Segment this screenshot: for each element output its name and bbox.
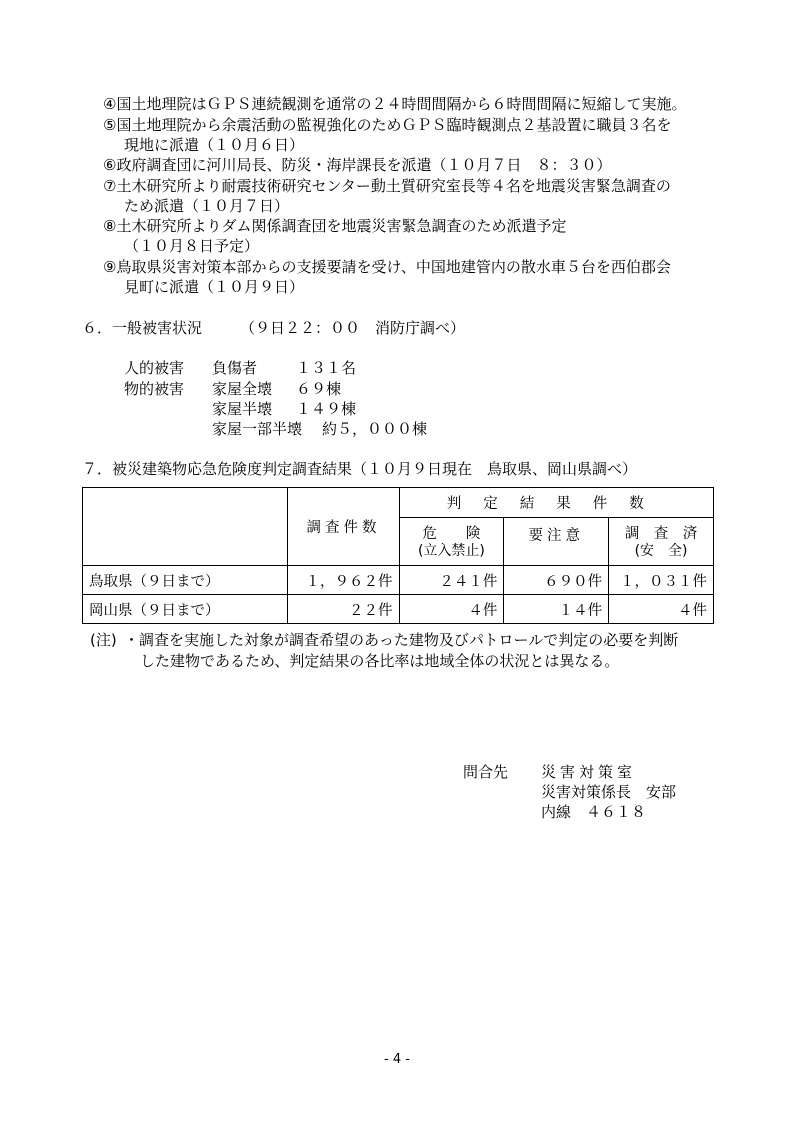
human-damage-label: 人的被害 xyxy=(124,359,185,377)
contact-person: 災害対策係長 安部 xyxy=(541,783,677,801)
property-item: 家屋一部半壊 xyxy=(212,420,303,438)
region-cell: 鳥取県（９日まで） xyxy=(83,566,288,595)
measure-7-cont: ため派遣（１０月７日） xyxy=(124,197,290,215)
measure-8-cont: （１０月８日予定） xyxy=(124,237,260,255)
count-cell: １，９６２件 xyxy=(288,566,399,595)
measure-4: ④国土地理院はＧＰＳ連続観測を通常の２４時間間隔から６時間間隔に短縮して実施。 xyxy=(103,95,687,113)
subheader-done-note: (安 全) xyxy=(634,542,688,559)
table-row xyxy=(83,566,714,595)
caution-cell: ６９０件 xyxy=(504,566,609,595)
subheader-danger xyxy=(399,518,504,566)
measure-9-cont: 見町に派遣（１０月９日） xyxy=(124,278,305,296)
property-item: 家屋全壊 xyxy=(212,380,273,398)
section-7-heading: ７．被災建築物応急危険度判定調査結果（１０月９日現在 鳥取県、岡山県調べ） xyxy=(82,460,638,478)
subheader-done-label: 調 査 済 xyxy=(624,525,698,542)
table-corner-cell xyxy=(83,488,288,566)
property-value: ６９棟 xyxy=(296,380,342,398)
property-value: 約５，０００棟 xyxy=(322,420,428,438)
measure-6: ⑥政府調査団に河川局長、防災・海岸課長を派遣（１０月７日 ８：３０） xyxy=(103,156,612,174)
human-damage-item: 負傷者 xyxy=(212,359,258,377)
count-cell: ２２件 xyxy=(288,595,399,624)
measure-9: ⑨鳥取県災害対策本部からの支援要請を受け、中国地建管内の散水車５台を西伯郡会 xyxy=(103,258,671,276)
region-cell: 岡山県（９日まで） xyxy=(83,595,288,624)
measure-7: ⑦土木研究所より耐震技術研究センター動土質研究室長等４名を地震災害緊急調査の xyxy=(103,177,671,195)
section-6-heading: ６．一般被害状況 xyxy=(82,319,203,337)
contact-label: 問合先 xyxy=(463,763,509,781)
note-line-1: ・調査を実施した対象が調査希望のあった建物及びパトロールで判定の必要を判断 xyxy=(124,631,679,649)
subheader-danger-label: 危 険 xyxy=(422,525,481,542)
measure-5-cont: 現地に派遣（１０月６日） xyxy=(124,136,305,154)
done-cell: １，０３１件 xyxy=(609,566,714,595)
note-mark: (注) xyxy=(90,631,117,649)
subheader-done xyxy=(609,518,714,566)
danger-cell: ２４１件 xyxy=(399,566,504,595)
survey-results-table xyxy=(82,487,714,624)
page-number: - 4 - xyxy=(384,1052,410,1067)
measure-8: ⑧土木研究所よりダム関係調査団を地震災害緊急調査のため派遣予定 xyxy=(103,217,567,235)
header-result-count: 判定結果件数 xyxy=(399,488,713,518)
table-row xyxy=(83,595,714,624)
caution-cell: １４件 xyxy=(504,595,609,624)
subheader-danger-note: (立入禁止) xyxy=(417,542,485,559)
table-header-row xyxy=(83,488,714,518)
done-cell: ４件 xyxy=(609,595,714,624)
human-damage-value: １３１名 xyxy=(296,359,357,377)
property-item: 家屋半壊 xyxy=(212,400,273,418)
danger-cell: ４件 xyxy=(399,595,504,624)
contact-extension: 内線 ４６１８ xyxy=(541,803,647,821)
header-survey-count: 調査件数 xyxy=(288,488,399,566)
property-damage-label: 物的被害 xyxy=(124,380,185,398)
section-6-source: （９日２２：００ 消防庁調べ） xyxy=(240,319,466,337)
property-value: １４９棟 xyxy=(296,400,357,418)
contact-office: 災害対策室 xyxy=(541,763,637,781)
subheader-caution: 要注意 xyxy=(504,518,609,566)
measure-5: ⑤国土地理院から余震活動の監視強化のためＧＰＳ臨時観測点２基設置に職員３名を xyxy=(103,116,672,134)
note-line-2: した建物であるため、判定結果の各比率は地域全体の状況とは異なる。 xyxy=(140,652,620,670)
